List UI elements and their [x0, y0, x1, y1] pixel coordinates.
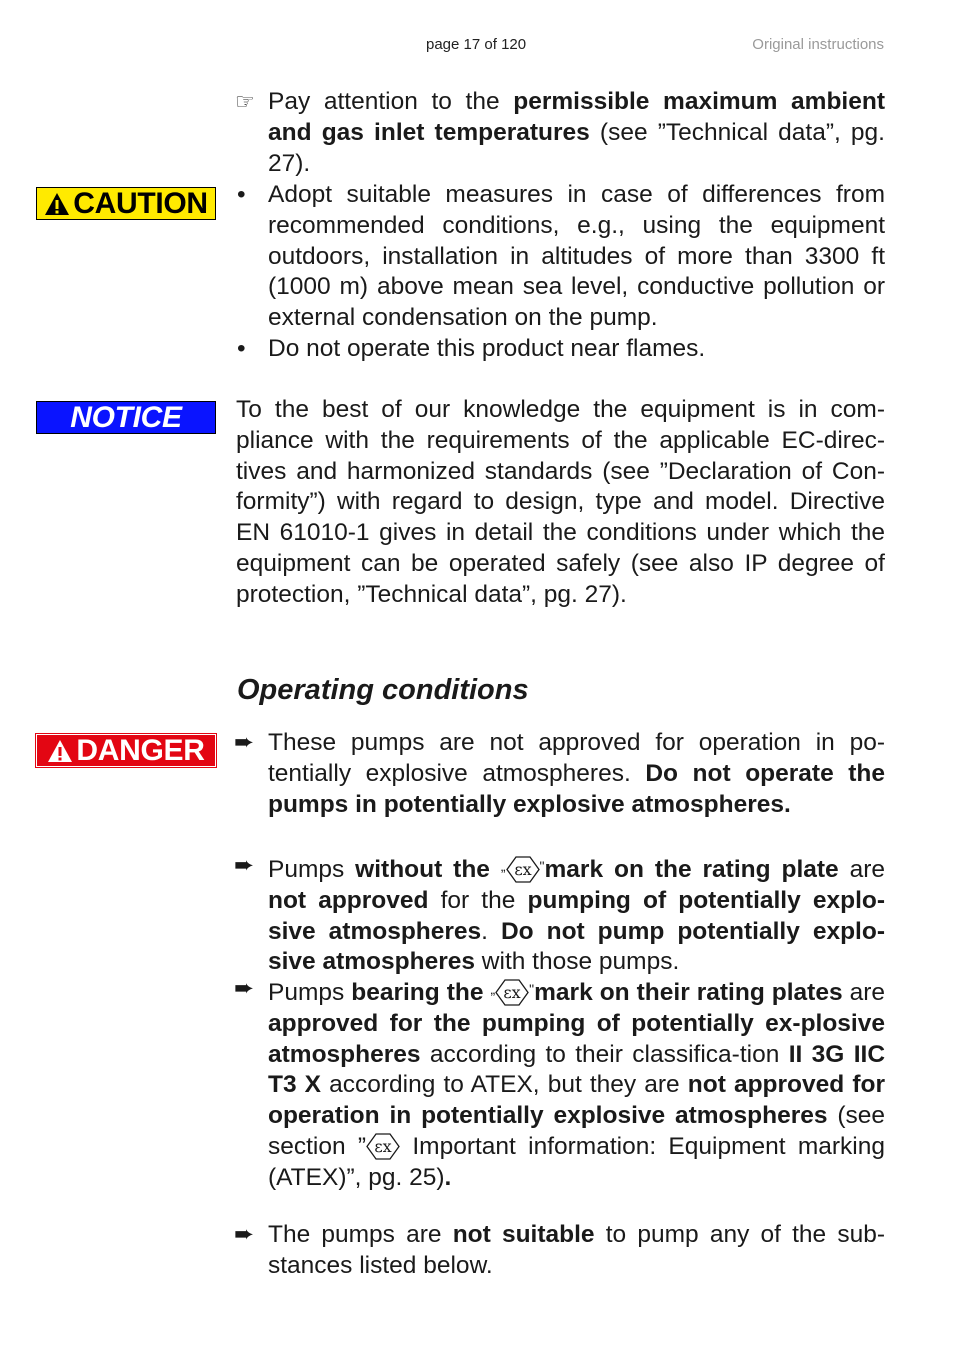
danger-item-2-text-a: Pumps — [268, 856, 356, 883]
pointing-hand-icon: ☞ — [235, 89, 255, 114]
danger-item-3 — [234, 974, 886, 1194]
danger-item-2 — [234, 851, 886, 978]
page-number: page 17 of 120 — [426, 36, 527, 53]
danger-item-2-text-g: pumping of potentially explo-sive atmospheres — [268, 886, 886, 945]
ex-mark-icon — [495, 979, 529, 1006]
right-arrow-icon: ➨ — [234, 1221, 255, 1248]
bullet-icon: • — [237, 181, 246, 208]
danger-item-2-text-h: . — [481, 917, 501, 945]
caution-label-text: CAUTION — [73, 186, 208, 220]
notice-label-text: NOTICE — [70, 400, 182, 434]
ex-mark-icon — [506, 856, 540, 883]
caution-item-2-text: Do not operate this product near flames. — [268, 335, 706, 362]
danger-item-2-text-b: without the — [355, 856, 501, 883]
section-title: Operating conditions — [237, 674, 529, 706]
danger-item-3-text-e: approved for the pumping of potentially ex-plosive atmospheres — [268, 1009, 885, 1068]
warning-triangle-icon — [47, 739, 73, 763]
danger-item-3-text-c: mark on their rating plates — [534, 979, 843, 1006]
danger-item-3-text-j: (see section ” — [268, 1102, 885, 1160]
danger-item-3-text-g: II 3G IIC T3 X — [268, 1040, 886, 1099]
quote-mark: „ — [490, 981, 496, 997]
quote-mark: „ — [500, 858, 506, 874]
tip-paragraph — [235, 87, 885, 179]
danger-item-2-text-c: mark on the rating plate — [544, 856, 839, 883]
danger-item-3-text-d: are — [842, 979, 886, 1006]
notice-label — [36, 401, 216, 434]
caution-label — [36, 187, 216, 220]
danger-item-2-text-i: Do not pump potentially explo-sive atmospheres — [268, 917, 885, 976]
right-arrow-icon: ➨ — [234, 852, 255, 879]
caution-item-1 — [237, 180, 885, 334]
danger-item-2-text-j: with those pumps. — [475, 948, 680, 976]
danger-item-1-text-a: These pumps are not approved for operation in po-tentially explosive atmospheres. — [268, 729, 885, 787]
danger-item-4 — [234, 1220, 885, 1282]
danger-item-4-text-c: to pump any of the sub-stances listed below. — [268, 1221, 885, 1279]
tip-text-b: permissible maximum ambient and gas inlet temperatures — [268, 88, 885, 146]
document-type: Original instructions — [752, 36, 884, 53]
tip-text-a: Pay attention to the — [268, 88, 514, 115]
tip-text-c: (see ”Technical data”, pg. 27). — [268, 118, 885, 177]
bullet-icon: • — [237, 335, 246, 362]
danger-item-2-text-d: are — [838, 856, 886, 883]
danger-item-3-text-h: according to ATEX, but they are — [321, 1071, 688, 1099]
danger-item-1 — [234, 728, 885, 820]
right-arrow-icon: ➨ — [234, 729, 255, 756]
danger-item-2-text-e: not approved — [268, 886, 429, 914]
right-arrow-icon: ➨ — [234, 975, 255, 1002]
danger-label — [36, 734, 216, 767]
danger-item-4-text-a: The pumps are — [268, 1221, 453, 1248]
svg-text:εx: εx — [374, 1136, 392, 1156]
warning-triangle-icon — [44, 192, 70, 216]
danger-item-2-text-f: for the — [428, 886, 528, 914]
danger-label-text: DANGER — [76, 733, 205, 767]
danger-item-1-text-b: Do not operate the pumps in potentially explosive atmospheres. — [268, 759, 885, 818]
caution-item-2 — [237, 334, 885, 365]
quote-mark: " — [529, 981, 535, 997]
ex-mark-icon — [366, 1133, 400, 1160]
caution-item-1-text: Adopt suitable measures in case of differences from recommended conditions, e.g., using the equipment outdoors, installation in altitudes of more than 3300 ft (1000 m) above mean sea level, conductive pollution or external condensation on the pump. — [268, 181, 885, 332]
danger-item-3-text-k: Important information: Equipment marking (ATEX)”, pg. 25) — [268, 1132, 885, 1191]
danger-item-3-text-a: Pumps — [268, 979, 352, 1006]
quote-mark: " — [539, 858, 545, 874]
svg-text:εx: εx — [503, 983, 521, 1002]
danger-item-3-text-b: bearing the — [351, 979, 491, 1006]
danger-item-3-text-f: according to their classifica-tion — [420, 1040, 789, 1068]
danger-item-3-text-i: not approved for operation in potentially explosive atmospheres — [268, 1071, 885, 1130]
notice-paragraph: To the best of our knowledge the equipment is in com-pliance with the requirements of the applicable EC-direc-tives and harmonized standards (see ”Declaration of Con-formity”) with regard to design, type and model. Directive EN 61010-1 gives in detail the conditions under which the equipment can be operated safely (see also IP degree of protection, ”Technical data”, pg. 27). — [236, 396, 885, 608]
danger-item-3-text-l: . — [444, 1163, 452, 1191]
danger-item-4-text-b: not suitable — [452, 1221, 595, 1248]
svg-text:εx: εx — [513, 860, 532, 879]
